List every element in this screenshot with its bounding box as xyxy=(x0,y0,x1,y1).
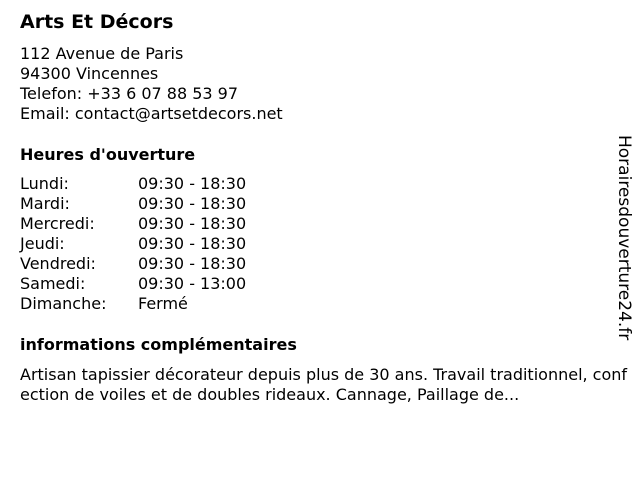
day-label: Jeudi: xyxy=(20,234,65,253)
hours-row-sunday xyxy=(20,294,246,314)
time-range: Fermé xyxy=(138,294,188,313)
hours-row-tuesday xyxy=(20,194,246,214)
time-range: 09:30 - 18:30 xyxy=(138,174,247,193)
day-label: Samedi: xyxy=(20,274,86,293)
time-range: 09:30 - 13:00 xyxy=(138,274,247,293)
opening-hours-table xyxy=(20,174,246,314)
hours-row-friday xyxy=(20,254,246,274)
phone-number: Telefon: +33 6 07 88 53 97 xyxy=(20,84,239,103)
hours-row-wednesday xyxy=(20,214,246,234)
opening-hours-heading: Heures d'ouverture xyxy=(20,145,196,164)
contact-block xyxy=(20,44,283,124)
day-label: Mercredi: xyxy=(20,214,95,233)
time-range: 09:30 - 18:30 xyxy=(138,194,247,213)
hours-row-saturday xyxy=(20,274,246,294)
address-city: 94300 Vincennes xyxy=(20,64,159,83)
site-watermark: Horairesdouverture24.fr xyxy=(614,135,634,341)
day-label: Lundi: xyxy=(20,174,69,193)
hours-row-monday xyxy=(20,174,246,194)
business-name: Arts Et Décors xyxy=(20,11,174,33)
business-description: Artisan tapissier décorateur depuis plus de 30 ans. Travail traditionnel, confection de voiles et de doubles rideaux. Cannage, Paillage de... xyxy=(20,365,628,404)
email-address: Email: contact@artsetdecors.net xyxy=(20,104,283,123)
day-label: Mardi: xyxy=(20,194,70,213)
time-range: 09:30 - 18:30 xyxy=(138,214,247,233)
address-street: 112 Avenue de Paris xyxy=(20,44,184,63)
time-range: 09:30 - 18:30 xyxy=(138,254,247,273)
day-label: Dimanche: xyxy=(20,294,107,313)
hours-row-thursday xyxy=(20,234,246,254)
time-range: 09:30 - 18:30 xyxy=(138,234,247,253)
additional-info-heading: informations complémentaires xyxy=(20,335,297,354)
day-label: Vendredi: xyxy=(20,254,96,273)
